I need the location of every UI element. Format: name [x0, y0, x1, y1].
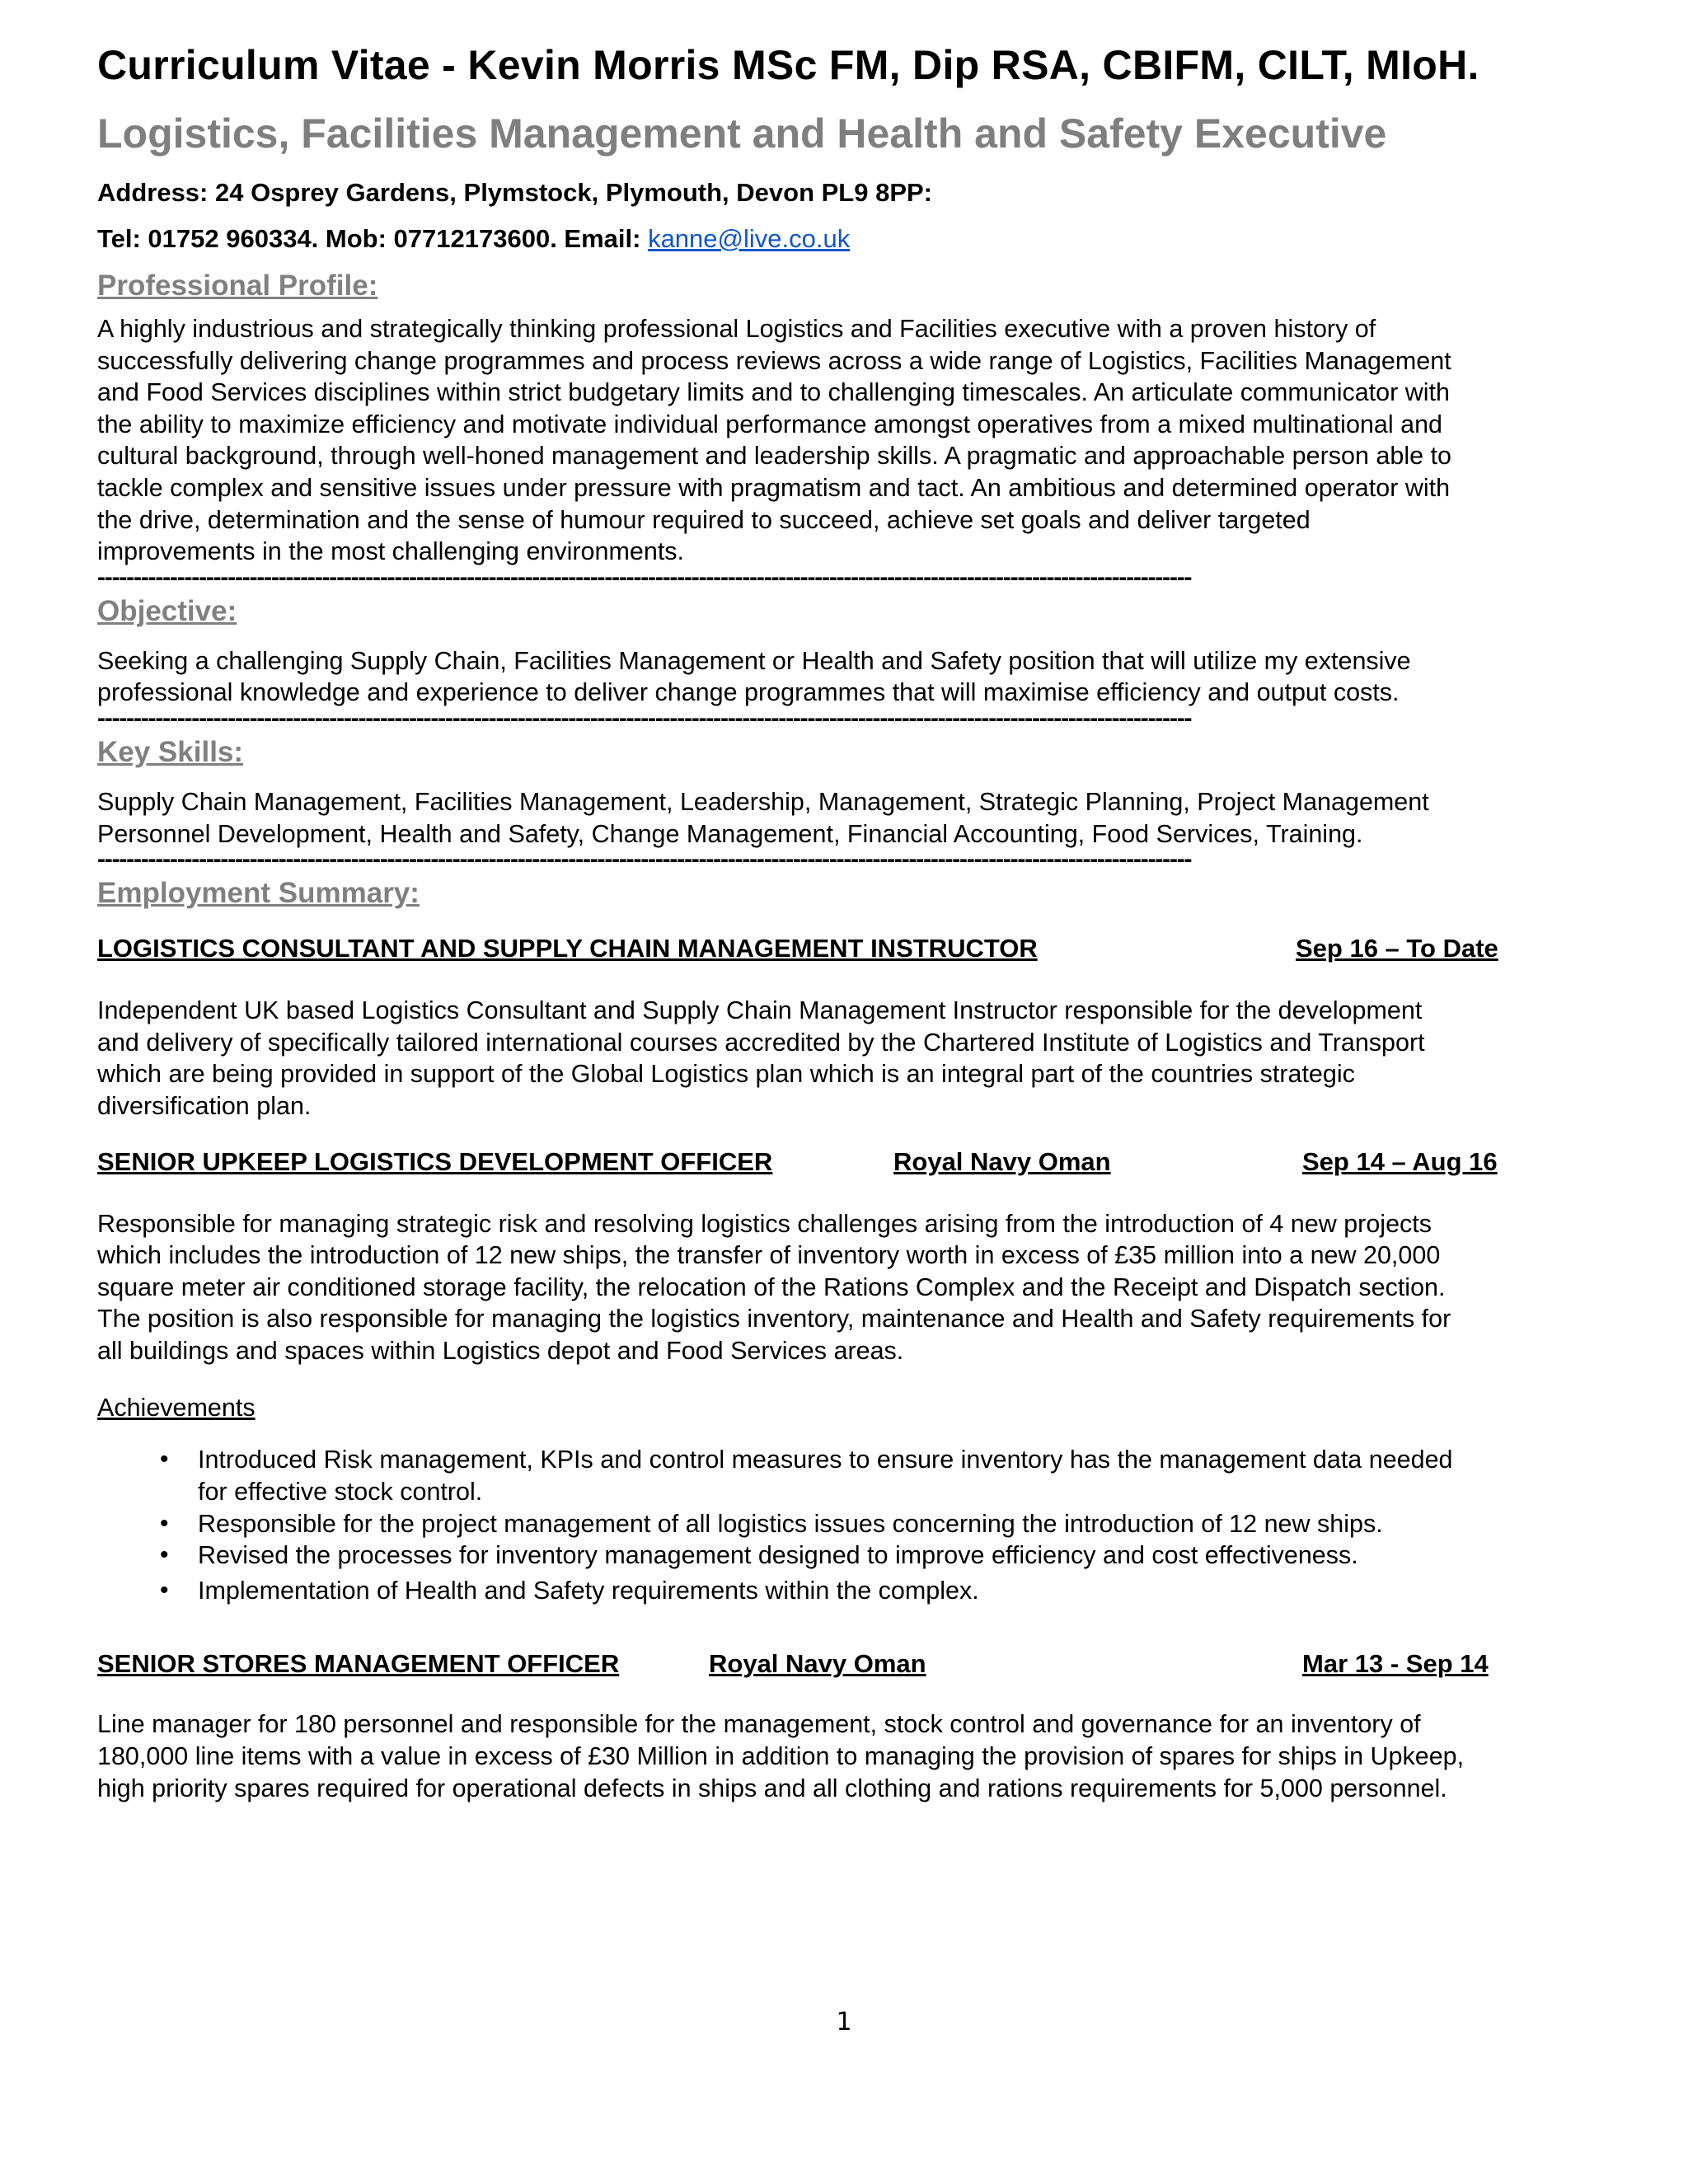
bullet-icon: • — [160, 1446, 169, 1474]
bullet-icon: • — [160, 1541, 169, 1569]
skills-heading: Key Skills: — [97, 735, 244, 768]
text-line: high priority spares required for operational defects in ships and all clothing and rations requirements for 5,000 personnel. — [97, 1774, 1447, 1802]
objective-text — [97, 645, 1597, 709]
email-link[interactable]: kanne@live.co.uk — [648, 224, 851, 253]
employment-heading: Employment Summary: — [97, 877, 420, 910]
job-title: SENIOR UPKEEP LOGISTICS DEVELOPMENT OFFICER — [97, 1146, 773, 1176]
job-employer: Royal Navy Oman — [709, 1649, 926, 1679]
text-line: which are being provided in support of the Global Logistics plan which is an integral part of the countries strategic — [97, 1060, 1355, 1089]
text-line: the ability to maximize efficiency and motivate individual performance amongst operatives from a mixed multinational and — [97, 410, 1442, 438]
contact-line — [97, 216, 1597, 262]
cv-subtitle: Logistics, Facilities Management and Health and Safety Executive — [97, 110, 1387, 157]
text-line: Independent UK based Logistics Consultant and Supply Chain Management Instructor responsible for the development — [97, 996, 1423, 1025]
job-dates: Sep 14 – Aug 16 — [1302, 1146, 1498, 1176]
text-line: improvements in the most challenging environments. — [97, 537, 685, 566]
achievements-list — [97, 1444, 1597, 1606]
text-line: successfully delivering change programmes and process reviews across a wide range of Logistics, Facilities Management — [97, 346, 1451, 375]
text-line: Line manager for 180 personnel and responsible for the management, stock control and governance for an inventory of — [97, 1710, 1421, 1739]
job-dates: Sep 16 – To Date — [1296, 934, 1498, 963]
skills-text — [97, 786, 1597, 850]
divider: ------------------------------------------------------------------------------------------------------------------------------------------------------- — [97, 850, 1192, 870]
text-line: tackle complex and sensitive issues under pressure with pragmatism and tact. An ambitious and determined operator with — [97, 473, 1451, 502]
job-header — [97, 1147, 1597, 1183]
list-item — [97, 1444, 1597, 1507]
text-line: The position is also responsible for managing the logistics inventory, maintenance and Health and Safety requirements for — [97, 1305, 1451, 1333]
job-header — [97, 934, 1597, 970]
cv-title: Curriculum Vitae - Kevin Morris MSc FM, Dip RSA, CBIFM, CILT, MIoH. — [97, 42, 1479, 88]
text-line: Supply Chain Management, Facilities Management, Leadership, Management, Strategic Planning, Project Management — [97, 787, 1429, 816]
text-line: professional knowledge and experience to deliver change programmes that will maximise efficiency and output costs. — [97, 678, 1400, 707]
text-line: Responsible for the project management of all logistics issues concerning the introduction of 12 new ships. — [198, 1509, 1383, 1538]
text-line: which includes the introduction of 12 new ships, the transfer of inventory worth in excess of £35 million into a new 20,000 — [97, 1241, 1441, 1270]
objective-heading: Objective: — [97, 594, 237, 627]
text-line: and delivery of specifically tailored international courses accredited by the Chartered Institute of Logistics and Transport — [97, 1028, 1425, 1057]
job-title: SENIOR STORES MANAGEMENT OFFICER — [97, 1649, 620, 1679]
text-line: diversification plan. — [97, 1091, 312, 1120]
list-item — [97, 1508, 1597, 1540]
text-line: and Food Services disciplines within strict budgetary limits and to challenging timescales. An articulate communicator with — [97, 378, 1450, 407]
divider: ------------------------------------------------------------------------------------------------------------------------------------------------------- — [97, 567, 1192, 588]
achievements-label: Achievements — [97, 1394, 256, 1422]
cv-page — [97, 33, 1597, 1804]
job-title: LOGISTICS CONSULTANT AND SUPPLY CHAIN MANAGEMENT INSTRUCTOR — [97, 934, 1038, 963]
list-item — [97, 1575, 1597, 1607]
divider: ------------------------------------------------------------------------------------------------------------------------------------------------------- — [97, 708, 1192, 729]
text-line: all buildings and spaces within Logistics depot and Food Services areas. — [97, 1336, 904, 1365]
text-line: square meter air conditioned storage facility, the relocation of the Rations Complex and the Receipt and Dispatch section. — [97, 1272, 1446, 1301]
text-line: Responsible for managing strategic risk and resolving logistics challenges arising from the introduction of 4 new projects — [97, 1209, 1432, 1238]
text-line: the drive, determination and the sense of humour required to succeed, achieve set goals and deliver targeted — [97, 505, 1311, 534]
text-line: Revised the processes for inventory management designed to improve efficiency and cost effectiveness. — [198, 1541, 1358, 1570]
text-line: Personnel Development, Health and Safety, Change Management, Financial Accounting, Food Services, Training. — [97, 819, 1363, 848]
text-line: for effective stock control. — [198, 1478, 483, 1507]
list-item — [97, 1540, 1597, 1572]
text-line: Seeking a challenging Supply Chain, Facilities Management or Health and Safety position that will utilize my extensive — [97, 646, 1411, 675]
job-header — [97, 1649, 1597, 1685]
bullet-icon: • — [160, 1509, 169, 1537]
phone-numbers: Tel: 01752 960334. Mob: 07712173600. Email: — [97, 224, 649, 253]
job-description — [97, 995, 1597, 1122]
job-employer: Royal Navy Oman — [893, 1146, 1111, 1176]
bullet-icon: • — [160, 1576, 169, 1604]
profile-heading: Professional Profile: — [97, 269, 378, 302]
job-description — [97, 1708, 1597, 1804]
text-line: Implementation of Health and Safety requirements within the complex. — [198, 1576, 979, 1605]
job-description — [97, 1208, 1597, 1367]
page-number: 1 — [836, 2008, 852, 2036]
text-line: 180,000 line items with a value in excess of £30 Million in addition to managing the provision of spares for ships in Upkeep, — [97, 1742, 1465, 1771]
text-line: A highly industrious and strategically thinking professional Logistics and Facilities executive with a proven history of — [97, 315, 1376, 343]
text-line: cultural background, through well-honed management and leadership skills. A pragmatic and approachable person able to — [97, 442, 1451, 471]
text-line: Introduced Risk management, KPIs and control measures to ensure inventory has the management data needed — [198, 1446, 1453, 1474]
address-line: Address: 24 Osprey Gardens, Plymstock, Plymouth, Devon PL9 8PP: — [97, 178, 933, 207]
job-dates: Mar 13 - Sep 14 — [1302, 1649, 1489, 1679]
profile-text — [97, 313, 1597, 568]
